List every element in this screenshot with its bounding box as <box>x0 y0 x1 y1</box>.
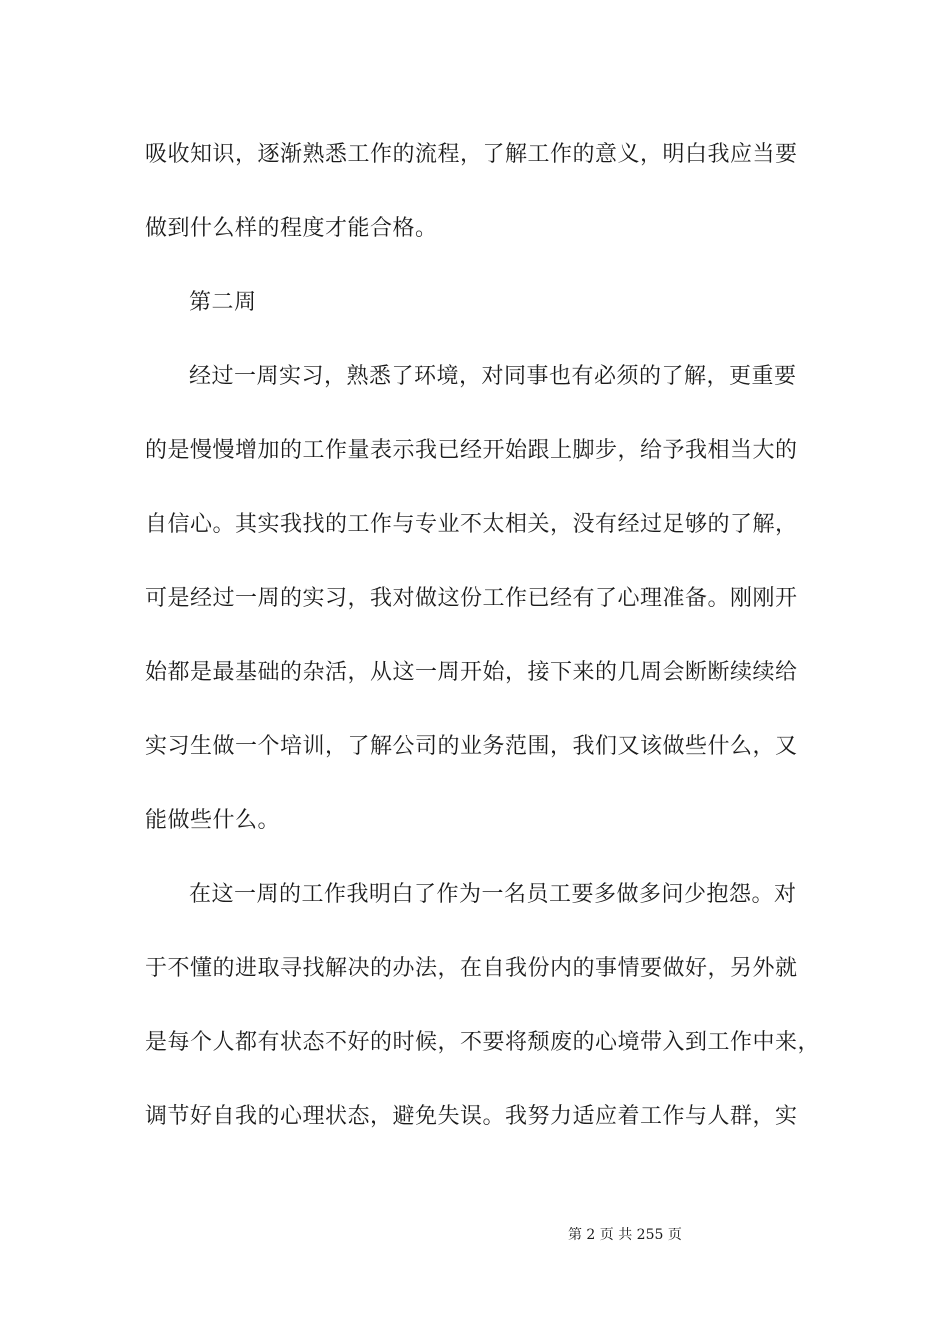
text-line: 能做些什么。 <box>145 808 281 833</box>
text-line: 的是慢慢增加的工作量表示我已经开始跟上脚步，给予我相当大的 <box>145 438 798 463</box>
text-line: 调节好自我的心理状态，避免失误。我努力适应着工作与人群，实 <box>145 1104 798 1129</box>
section-heading: 第二周 <box>189 290 257 315</box>
text-line: 实习生做一个培训，了解公司的业务范围，我们又该做些什么，又 <box>145 734 798 759</box>
text-line: 经过一周实习，熟悉了环境，对同事也有必须的了解，更重要 <box>189 364 797 389</box>
text-line: 可是经过一周的实习，我对做这份工作已经有了心理准备。刚刚开 <box>145 586 798 611</box>
text-line: 吸收知识，逐渐熟悉工作的流程，了解工作的意义，明白我应当要 <box>145 142 798 167</box>
text-line: 始都是最基础的杂活，从这一周开始，接下来的几周会断断续续给 <box>145 660 798 685</box>
text-line: 做到什么样的程度才能合格。 <box>145 216 438 241</box>
text-line: 是每个人都有状态不好的时候，不要将颓废的心境带入到工作中来， <box>145 1030 821 1055</box>
page-number-label: 第 2 页 共 255 页 <box>567 1227 682 1243</box>
text-line: 于不懂的进取寻找解决的办法，在自我份内的事情要做好，另外就 <box>145 956 798 981</box>
text-line: 自信心。其实我找的工作与专业不太相关，没有经过足够的了解， <box>145 512 798 537</box>
page-footer <box>0 1208 950 1262</box>
text-line: 在这一周的工作我明白了作为一名员工要多做多问少抱怨。对 <box>189 882 797 907</box>
